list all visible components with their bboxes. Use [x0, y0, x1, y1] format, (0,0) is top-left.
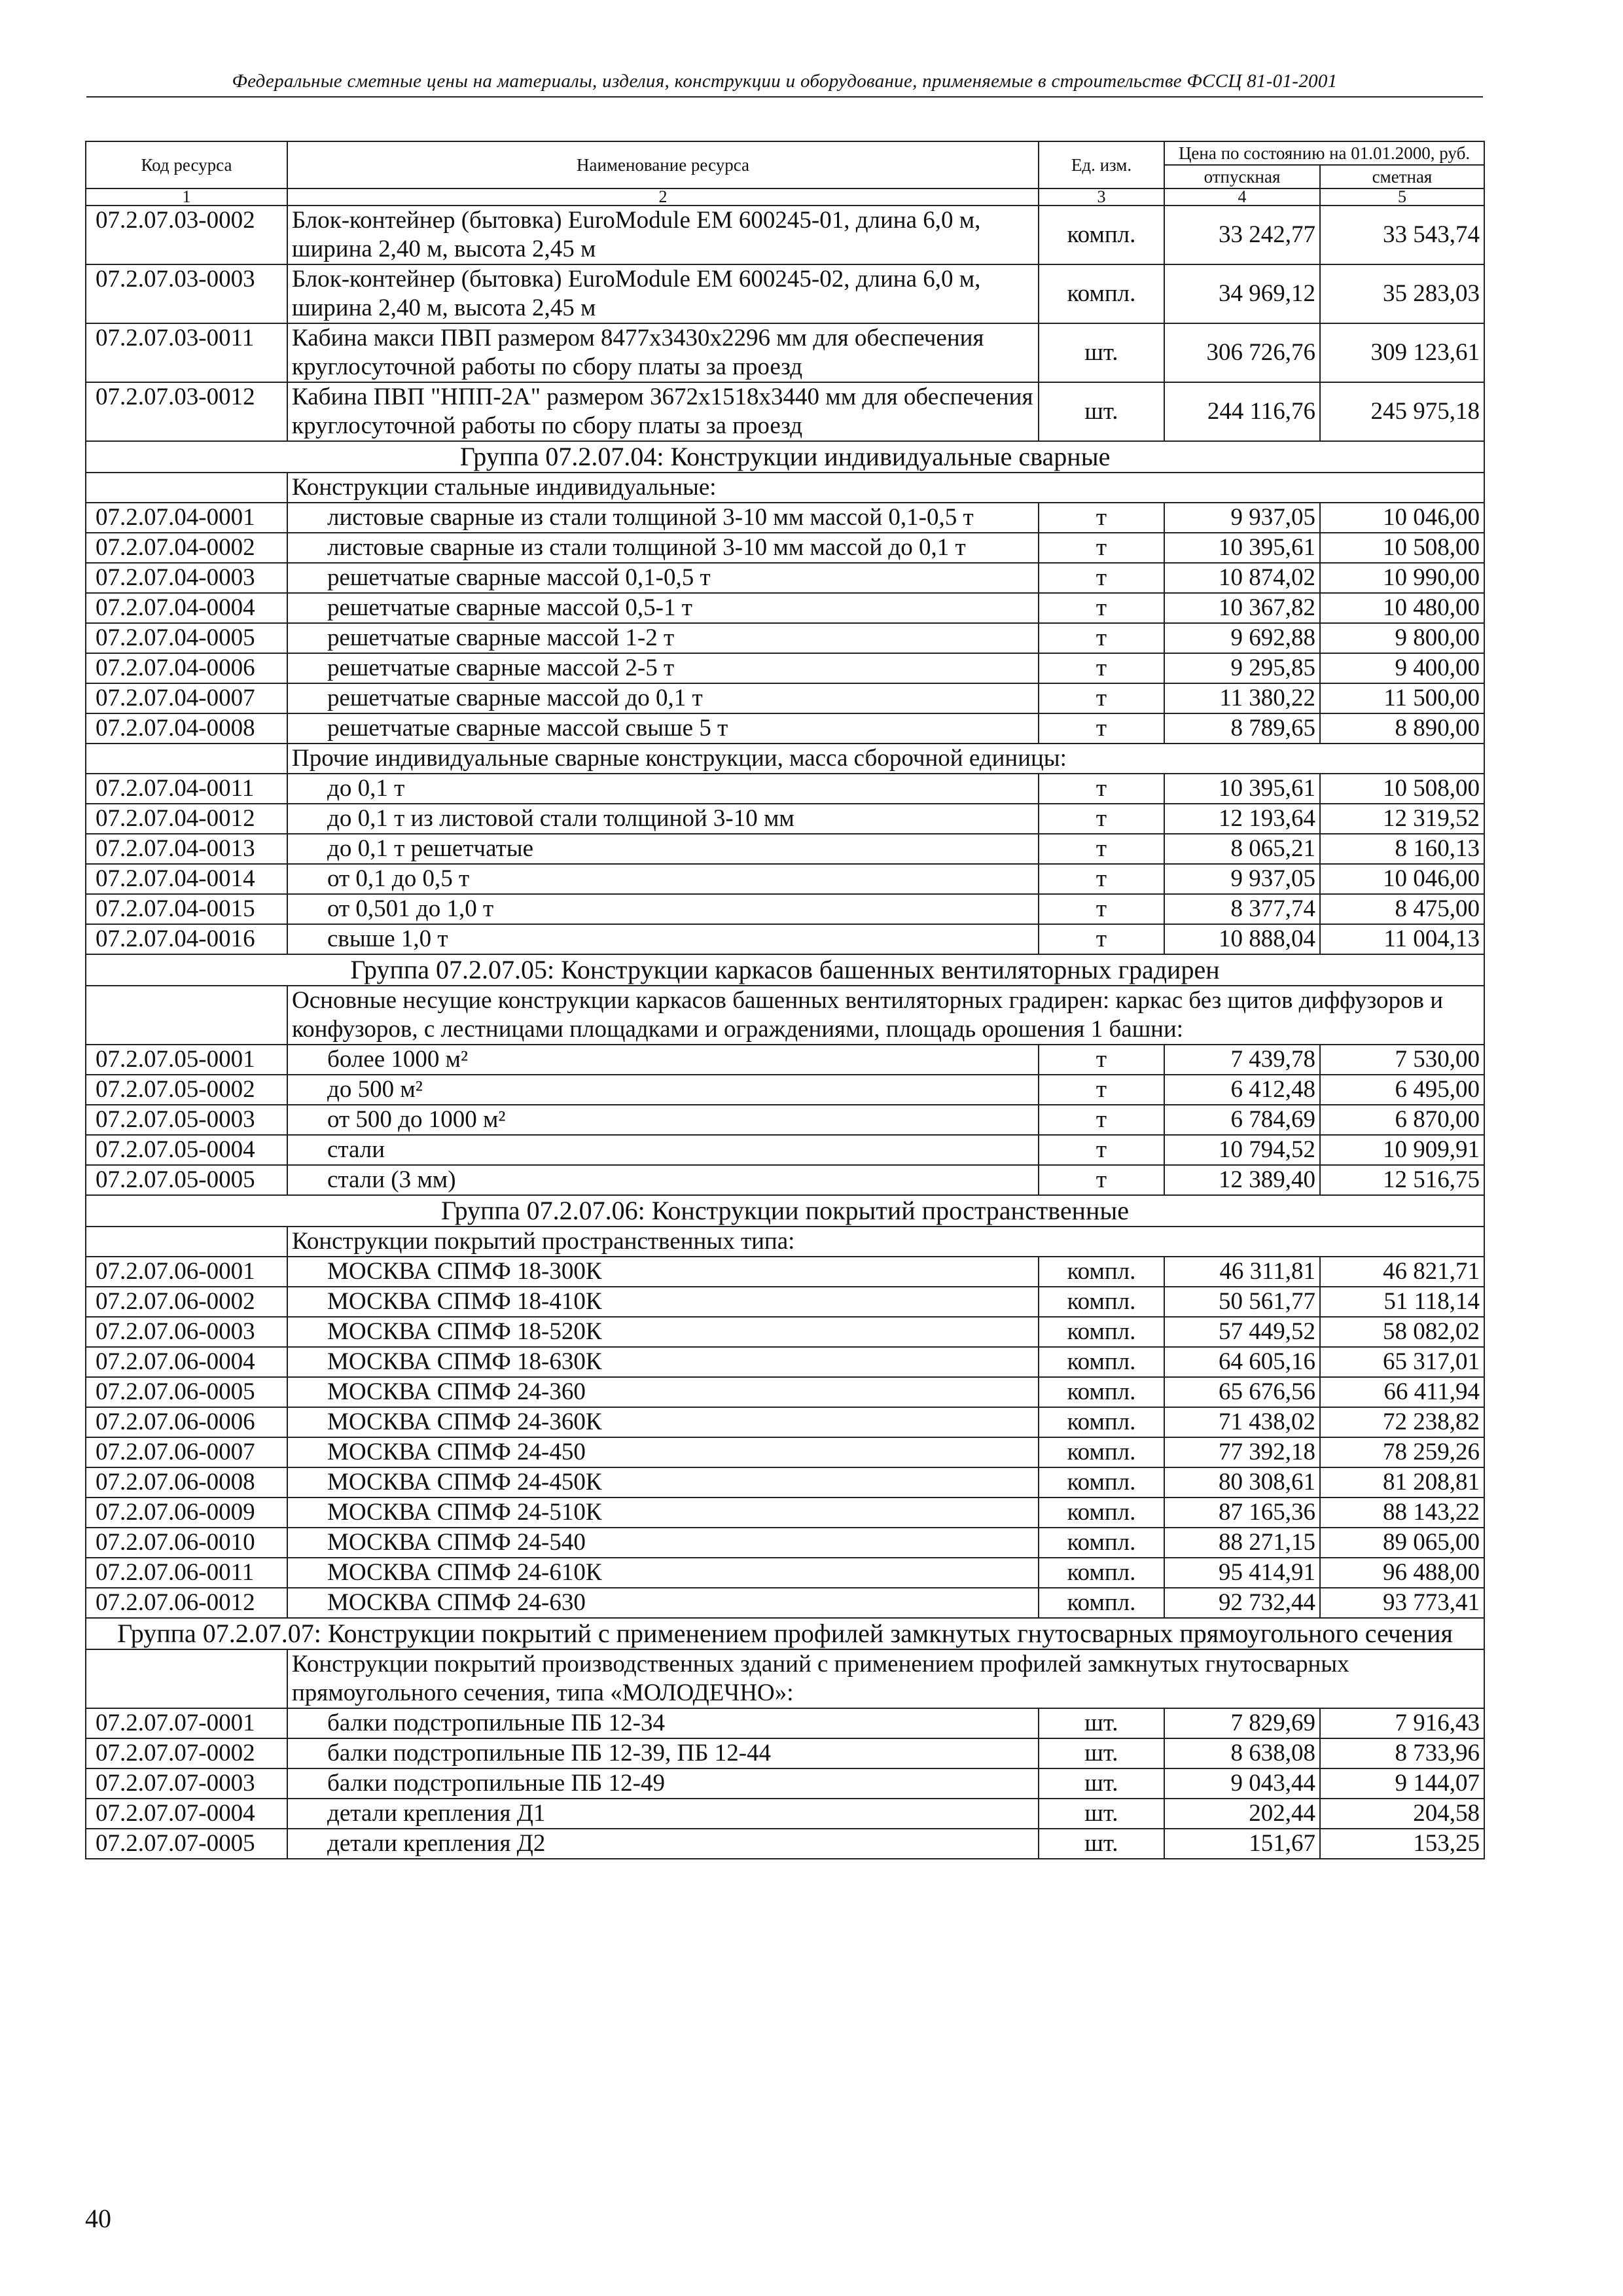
resource-code: 07.2.07.04-0014 [86, 864, 287, 894]
release-price: 8 789,65 [1164, 713, 1320, 744]
group-heading: Группа 07.2.07.07: Конструкции покрытий с применением профилей замкнутых гнутосварных прямоугольного сечения [86, 1618, 1484, 1649]
table-row [86, 264, 1484, 323]
resource-code: 07.2.07.06-0003 [86, 1317, 287, 1347]
column-number: 4 [1164, 188, 1320, 206]
resource-code: 07.2.07.04-0016 [86, 924, 287, 954]
resource-code: 07.2.07.04-0005 [86, 623, 287, 653]
release-price: 7 439,78 [1164, 1045, 1320, 1075]
resource-code: 07.2.07.03-0003 [86, 264, 287, 323]
resource-code: 07.2.07.04-0004 [86, 593, 287, 623]
resource-name: МОСКВА СПМФ 24-450К [287, 1467, 1039, 1498]
estimate-price: 309 123,61 [1320, 323, 1484, 382]
empty-cell [86, 473, 287, 503]
release-price: 10 395,61 [1164, 533, 1320, 563]
subheading-row [86, 1227, 1484, 1257]
table-row [86, 1377, 1484, 1407]
unit-cell: т [1039, 533, 1164, 563]
estimate-price: 9 800,00 [1320, 623, 1484, 653]
unit-cell: т [1039, 894, 1164, 924]
subheading: Конструкции покрытий производственных зданий с применением профилей замкнутых гнутосварных прямоугольного сечения, типа «МОЛОДЕЧНО»: [287, 1649, 1484, 1708]
release-price: 95 414,91 [1164, 1558, 1320, 1588]
resource-name: более 1000 м² [287, 1045, 1039, 1075]
resource-code: 07.2.07.04-0011 [86, 774, 287, 804]
release-price: 9 937,05 [1164, 864, 1320, 894]
release-price: 151,67 [1164, 1829, 1320, 1859]
table-row [86, 804, 1484, 834]
resource-code: 07.2.07.06-0006 [86, 1407, 287, 1437]
unit-cell: компл. [1039, 264, 1164, 323]
estimate-price: 51 118,14 [1320, 1287, 1484, 1317]
resource-code: 07.2.07.06-0011 [86, 1558, 287, 1588]
resource-name: МОСКВА СПМФ 24-540 [287, 1528, 1039, 1558]
resource-name: до 500 м² [287, 1075, 1039, 1105]
release-price: 8 638,08 [1164, 1738, 1320, 1768]
estimate-price: 58 082,02 [1320, 1317, 1484, 1347]
table-row [86, 563, 1484, 593]
table-row [86, 894, 1484, 924]
resource-name: решетчатые сварные массой 1-2 т [287, 623, 1039, 653]
group-heading: Группа 07.2.07.06: Конструкции покрытий пространственные [86, 1195, 1484, 1227]
group-heading-row [86, 1618, 1484, 1649]
table-row [86, 1588, 1484, 1618]
release-price: 11 380,22 [1164, 683, 1320, 713]
resource-code: 07.2.07.04-0007 [86, 683, 287, 713]
unit-cell: т [1039, 864, 1164, 894]
resource-name: до 0,1 т [287, 774, 1039, 804]
group-heading-row [86, 1195, 1484, 1227]
release-price: 9 937,05 [1164, 503, 1320, 533]
resource-code: 07.2.07.03-0012 [86, 382, 287, 441]
column-number: 5 [1320, 188, 1484, 206]
table-row [86, 1317, 1484, 1347]
header-estimate: сметная [1320, 165, 1484, 188]
resource-code: 07.2.07.04-0006 [86, 653, 287, 683]
table-row [86, 1467, 1484, 1498]
estimate-price: 78 259,26 [1320, 1437, 1484, 1467]
table-row [86, 713, 1484, 744]
resource-name: балки подстропильные ПБ 12-34 [287, 1708, 1039, 1738]
unit-cell: компл. [1039, 1437, 1164, 1467]
release-price: 64 605,16 [1164, 1347, 1320, 1377]
unit-cell: т [1039, 713, 1164, 744]
resource-code: 07.2.07.07-0004 [86, 1799, 287, 1829]
unit-cell: компл. [1039, 1407, 1164, 1437]
unit-cell: шт. [1039, 1829, 1164, 1859]
resource-code: 07.2.07.06-0012 [86, 1588, 287, 1618]
unit-cell: компл. [1039, 1467, 1164, 1498]
resource-name: свыше 1,0 т [287, 924, 1039, 954]
resource-name: балки подстропильные ПБ 12-39, ПБ 12-44 [287, 1738, 1039, 1768]
subheading: Конструкции стальные индивидуальные: [287, 473, 1484, 503]
estimate-price: 10 508,00 [1320, 533, 1484, 563]
unit-cell: компл. [1039, 1317, 1164, 1347]
estimate-price: 10 480,00 [1320, 593, 1484, 623]
table-row [86, 593, 1484, 623]
unit-cell: компл. [1039, 1558, 1164, 1588]
release-price: 9 692,88 [1164, 623, 1320, 653]
table-row [86, 774, 1484, 804]
resource-name: от 0,501 до 1,0 т [287, 894, 1039, 924]
column-number: 3 [1039, 188, 1164, 206]
release-price: 50 561,77 [1164, 1287, 1320, 1317]
resource-name: решетчатые сварные массой 2-5 т [287, 653, 1039, 683]
header-code: Код ресурса [86, 141, 287, 188]
estimate-price: 11 500,00 [1320, 683, 1484, 713]
release-price: 10 794,52 [1164, 1135, 1320, 1165]
release-price: 6 412,48 [1164, 1075, 1320, 1105]
header-unit: Ед. изм. [1039, 141, 1164, 188]
header-name: Наименование ресурса [287, 141, 1039, 188]
column-number: 1 [86, 188, 287, 206]
unit-cell: т [1039, 1045, 1164, 1075]
resource-code: 07.2.07.07-0001 [86, 1708, 287, 1738]
unit-cell: т [1039, 1075, 1164, 1105]
estimate-price: 96 488,00 [1320, 1558, 1484, 1588]
estimate-price: 9 400,00 [1320, 653, 1484, 683]
release-price: 34 969,12 [1164, 264, 1320, 323]
resource-code: 07.2.07.05-0002 [86, 1075, 287, 1105]
unit-cell: т [1039, 1165, 1164, 1195]
unit-cell: компл. [1039, 1498, 1164, 1528]
unit-cell: компл. [1039, 1377, 1164, 1407]
unit-cell: т [1039, 1105, 1164, 1135]
table-row [86, 834, 1484, 864]
release-price: 7 829,69 [1164, 1708, 1320, 1738]
table-row [86, 1498, 1484, 1528]
empty-cell [86, 1227, 287, 1257]
release-price: 306 726,76 [1164, 323, 1320, 382]
unit-cell: шт. [1039, 1708, 1164, 1738]
resource-name: Блок-контейнер (бытовка) EuroModule EM 600245-01, длина 6,0 м, ширина 2,40 м, высота 2,45 м [287, 206, 1039, 264]
table-row [86, 1347, 1484, 1377]
unit-cell: компл. [1039, 1287, 1164, 1317]
resource-code: 07.2.07.04-0015 [86, 894, 287, 924]
table-row [86, 653, 1484, 683]
unit-cell: т [1039, 834, 1164, 864]
estimate-price: 245 975,18 [1320, 382, 1484, 441]
resource-code: 07.2.07.07-0005 [86, 1829, 287, 1859]
resource-name: до 0,1 т решетчатые [287, 834, 1039, 864]
table-row [86, 1738, 1484, 1768]
column-number: 2 [287, 188, 1039, 206]
estimate-price: 89 065,00 [1320, 1528, 1484, 1558]
estimate-price: 7 916,43 [1320, 1708, 1484, 1738]
estimate-price: 8 475,00 [1320, 894, 1484, 924]
resource-name: от 500 до 1000 м² [287, 1105, 1039, 1135]
estimate-price: 66 411,94 [1320, 1377, 1484, 1407]
resource-name: МОСКВА СПМФ 18-630К [287, 1347, 1039, 1377]
estimate-price: 88 143,22 [1320, 1498, 1484, 1528]
unit-cell: шт. [1039, 382, 1164, 441]
resource-code: 07.2.07.06-0005 [86, 1377, 287, 1407]
unit-cell: т [1039, 503, 1164, 533]
table-row [86, 533, 1484, 563]
release-price: 10 874,02 [1164, 563, 1320, 593]
estimate-price: 153,25 [1320, 1829, 1484, 1859]
table-row [86, 1437, 1484, 1467]
subheading: Прочие индивидуальные сварные конструкции, масса сборочной единицы: [287, 744, 1484, 774]
estimate-price: 6 495,00 [1320, 1075, 1484, 1105]
unit-cell: компл. [1039, 1588, 1164, 1618]
resource-code: 07.2.07.06-0010 [86, 1528, 287, 1558]
unit-cell: компл. [1039, 206, 1164, 264]
estimate-price: 12 319,52 [1320, 804, 1484, 834]
estimate-price: 11 004,13 [1320, 924, 1484, 954]
unit-cell: т [1039, 623, 1164, 653]
estimate-price: 10 046,00 [1320, 503, 1484, 533]
resource-code: 07.2.07.06-0009 [86, 1498, 287, 1528]
unit-cell: т [1039, 924, 1164, 954]
estimate-price: 10 909,91 [1320, 1135, 1484, 1165]
table-row [86, 1075, 1484, 1105]
running-title: Федеральные сметные цены на материалы, изделия, конструкции и оборудование, применяемые в строительстве ФССЦ 81-01-2001 [86, 71, 1483, 98]
empty-cell [86, 1649, 287, 1708]
table-row [86, 1257, 1484, 1287]
table-row [86, 1528, 1484, 1558]
resource-code: 07.2.07.07-0003 [86, 1768, 287, 1799]
resource-name: стали (3 мм) [287, 1165, 1039, 1195]
table-row [86, 503, 1484, 533]
release-price: 87 165,36 [1164, 1498, 1320, 1528]
table-row [86, 323, 1484, 382]
group-heading-row [86, 441, 1484, 473]
resource-name: Блок-контейнер (бытовка) EuroModule EM 600245-02, длина 6,0 м, ширина 2,40 м, высота 2,45 м [287, 264, 1039, 323]
resource-name: МОСКВА СПМФ 24-360 [287, 1377, 1039, 1407]
resource-code: 07.2.07.04-0012 [86, 804, 287, 834]
table-row [86, 683, 1484, 713]
resource-name: МОСКВА СПМФ 24-450 [287, 1437, 1039, 1467]
estimate-price: 7 530,00 [1320, 1045, 1484, 1075]
release-price: 46 311,81 [1164, 1257, 1320, 1287]
release-price: 57 449,52 [1164, 1317, 1320, 1347]
table-row [86, 206, 1484, 264]
release-price: 244 116,76 [1164, 382, 1320, 441]
table-row [86, 1045, 1484, 1075]
header-release: отпускная [1164, 165, 1320, 188]
release-price: 12 193,64 [1164, 804, 1320, 834]
resource-name: решетчатые сварные массой 0,5-1 т [287, 593, 1039, 623]
resource-name: МОСКВА СПМФ 18-410К [287, 1287, 1039, 1317]
release-price: 92 732,44 [1164, 1588, 1320, 1618]
resource-code: 07.2.07.04-0013 [86, 834, 287, 864]
subheading-row [86, 1649, 1484, 1708]
unit-cell: т [1039, 563, 1164, 593]
release-price: 8 065,21 [1164, 834, 1320, 864]
estimate-price: 10 046,00 [1320, 864, 1484, 894]
table-row [86, 1768, 1484, 1799]
resource-code: 07.2.07.04-0003 [86, 563, 287, 593]
release-price: 202,44 [1164, 1799, 1320, 1829]
unit-cell: шт. [1039, 1768, 1164, 1799]
estimate-price: 10 990,00 [1320, 563, 1484, 593]
table-row [86, 924, 1484, 954]
resource-code: 07.2.07.06-0002 [86, 1287, 287, 1317]
release-price: 77 392,18 [1164, 1437, 1320, 1467]
resource-code: 07.2.07.04-0002 [86, 533, 287, 563]
group-heading: Группа 07.2.07.05: Конструкции каркасов башенных вентиляторных градирен [86, 954, 1484, 986]
resource-name: МОСКВА СПМФ 24-630 [287, 1588, 1039, 1618]
table-row [86, 1287, 1484, 1317]
empty-cell [86, 986, 287, 1045]
table-row [86, 623, 1484, 653]
unit-cell: шт. [1039, 323, 1164, 382]
resource-name: листовые сварные из стали толщиной 3-10 мм массой 0,1-0,5 т [287, 503, 1039, 533]
subheading-row [86, 986, 1484, 1045]
resource-name: детали крепления Д2 [287, 1829, 1039, 1859]
group-heading-row [86, 954, 1484, 986]
resource-code: 07.2.07.04-0008 [86, 713, 287, 744]
release-price: 33 242,77 [1164, 206, 1320, 264]
estimate-price: 65 317,01 [1320, 1347, 1484, 1377]
estimate-price: 8 160,13 [1320, 834, 1484, 864]
resource-name: Кабина ПВП "НПП-2А" размером 3672х1518х3440 мм для обеспечения круглосуточной работы по сбору платы за проезд [287, 382, 1039, 441]
resource-name: МОСКВА СПМФ 18-520К [287, 1317, 1039, 1347]
release-price: 6 784,69 [1164, 1105, 1320, 1135]
resource-code: 07.2.07.06-0004 [86, 1347, 287, 1377]
resource-name: до 0,1 т из листовой стали толщиной 3-10 мм [287, 804, 1039, 834]
resource-name: решетчатые сварные массой 0,1-0,5 т [287, 563, 1039, 593]
unit-cell: компл. [1039, 1528, 1164, 1558]
release-price: 10 367,82 [1164, 593, 1320, 623]
subheading: Основные несущие конструкции каркасов башенных вентиляторных градирен: каркас без щитов диффузоров и конфузоров, с лестницами площадками и ограждениями, площадь орошения 1 башни: [287, 986, 1484, 1045]
resource-name: Кабина макси ПВП размером 8477х3430х2296 мм для обеспечения круглосуточной работы по сбору платы за проезд [287, 323, 1039, 382]
resource-name: решетчатые сварные массой свыше 5 т [287, 713, 1039, 744]
release-price: 10 395,61 [1164, 774, 1320, 804]
estimate-price: 72 238,82 [1320, 1407, 1484, 1437]
release-price: 9 043,44 [1164, 1768, 1320, 1799]
table-row [86, 1799, 1484, 1829]
resource-code: 07.2.07.05-0005 [86, 1165, 287, 1195]
unit-cell: т [1039, 653, 1164, 683]
table-body [86, 206, 1484, 1859]
resource-code: 07.2.07.03-0002 [86, 206, 287, 264]
table-row [86, 1105, 1484, 1135]
release-price: 65 676,56 [1164, 1377, 1320, 1407]
resource-code: 07.2.07.06-0001 [86, 1257, 287, 1287]
unit-cell: т [1039, 1135, 1164, 1165]
estimate-price: 35 283,03 [1320, 264, 1484, 323]
table-row [86, 1407, 1484, 1437]
table-row [86, 382, 1484, 441]
table-row [86, 1165, 1484, 1195]
estimate-price: 33 543,74 [1320, 206, 1484, 264]
resource-name: МОСКВА СПМФ 24-610К [287, 1558, 1039, 1588]
resource-name: МОСКВА СПМФ 18-300К [287, 1257, 1039, 1287]
release-price: 8 377,74 [1164, 894, 1320, 924]
unit-cell: шт. [1039, 1799, 1164, 1829]
price-table [85, 141, 1485, 1859]
estimate-price: 8 890,00 [1320, 713, 1484, 744]
table-row [86, 1708, 1484, 1738]
resource-code: 07.2.07.03-0011 [86, 323, 287, 382]
resource-name: от 0,1 до 0,5 т [287, 864, 1039, 894]
unit-cell: т [1039, 804, 1164, 834]
resource-name: балки подстропильные ПБ 12-49 [287, 1768, 1039, 1799]
resource-code: 07.2.07.05-0004 [86, 1135, 287, 1165]
subheading: Конструкции покрытий пространственных типа: [287, 1227, 1484, 1257]
table-row [86, 1829, 1484, 1859]
resource-name: МОСКВА СПМФ 24-510К [287, 1498, 1039, 1528]
table-row [86, 1558, 1484, 1588]
estimate-price: 12 516,75 [1320, 1165, 1484, 1195]
header-price: Цена по состоянию на 01.01.2000, руб. [1164, 141, 1484, 165]
resource-name: МОСКВА СПМФ 24-360К [287, 1407, 1039, 1437]
resource-code: 07.2.07.04-0001 [86, 503, 287, 533]
table-row [86, 1135, 1484, 1165]
unit-cell: компл. [1039, 1347, 1164, 1377]
estimate-price: 46 821,71 [1320, 1257, 1484, 1287]
release-price: 88 271,15 [1164, 1528, 1320, 1558]
resource-code: 07.2.07.07-0002 [86, 1738, 287, 1768]
resource-code: 07.2.07.06-0008 [86, 1467, 287, 1498]
resource-code: 07.2.07.06-0007 [86, 1437, 287, 1467]
release-price: 10 888,04 [1164, 924, 1320, 954]
estimate-price: 204,58 [1320, 1799, 1484, 1829]
estimate-price: 8 733,96 [1320, 1738, 1484, 1768]
estimate-price: 9 144,07 [1320, 1768, 1484, 1799]
unit-cell: т [1039, 774, 1164, 804]
unit-cell: шт. [1039, 1738, 1164, 1768]
subheading-row [86, 744, 1484, 774]
unit-cell: т [1039, 683, 1164, 713]
unit-cell: т [1039, 593, 1164, 623]
release-price: 12 389,40 [1164, 1165, 1320, 1195]
resource-name: листовые сварные из стали толщиной 3-10 мм массой до 0,1 т [287, 533, 1039, 563]
release-price: 80 308,61 [1164, 1467, 1320, 1498]
resource-name: детали крепления Д1 [287, 1799, 1039, 1829]
estimate-price: 6 870,00 [1320, 1105, 1484, 1135]
group-heading: Группа 07.2.07.04: Конструкции индивидуальные сварные [86, 441, 1484, 473]
release-price: 9 295,85 [1164, 653, 1320, 683]
estimate-price: 10 508,00 [1320, 774, 1484, 804]
resource-code: 07.2.07.05-0001 [86, 1045, 287, 1075]
page-number: 40 [85, 2204, 111, 2233]
estimate-price: 81 208,81 [1320, 1467, 1484, 1498]
unit-cell: компл. [1039, 1257, 1164, 1287]
resource-code: 07.2.07.05-0003 [86, 1105, 287, 1135]
estimate-price: 93 773,41 [1320, 1588, 1484, 1618]
empty-cell [86, 744, 287, 774]
release-price: 71 438,02 [1164, 1407, 1320, 1437]
resource-name: стали [287, 1135, 1039, 1165]
resource-name: решетчатые сварные массой до 0,1 т [287, 683, 1039, 713]
table-row [86, 864, 1484, 894]
subheading-row [86, 473, 1484, 503]
